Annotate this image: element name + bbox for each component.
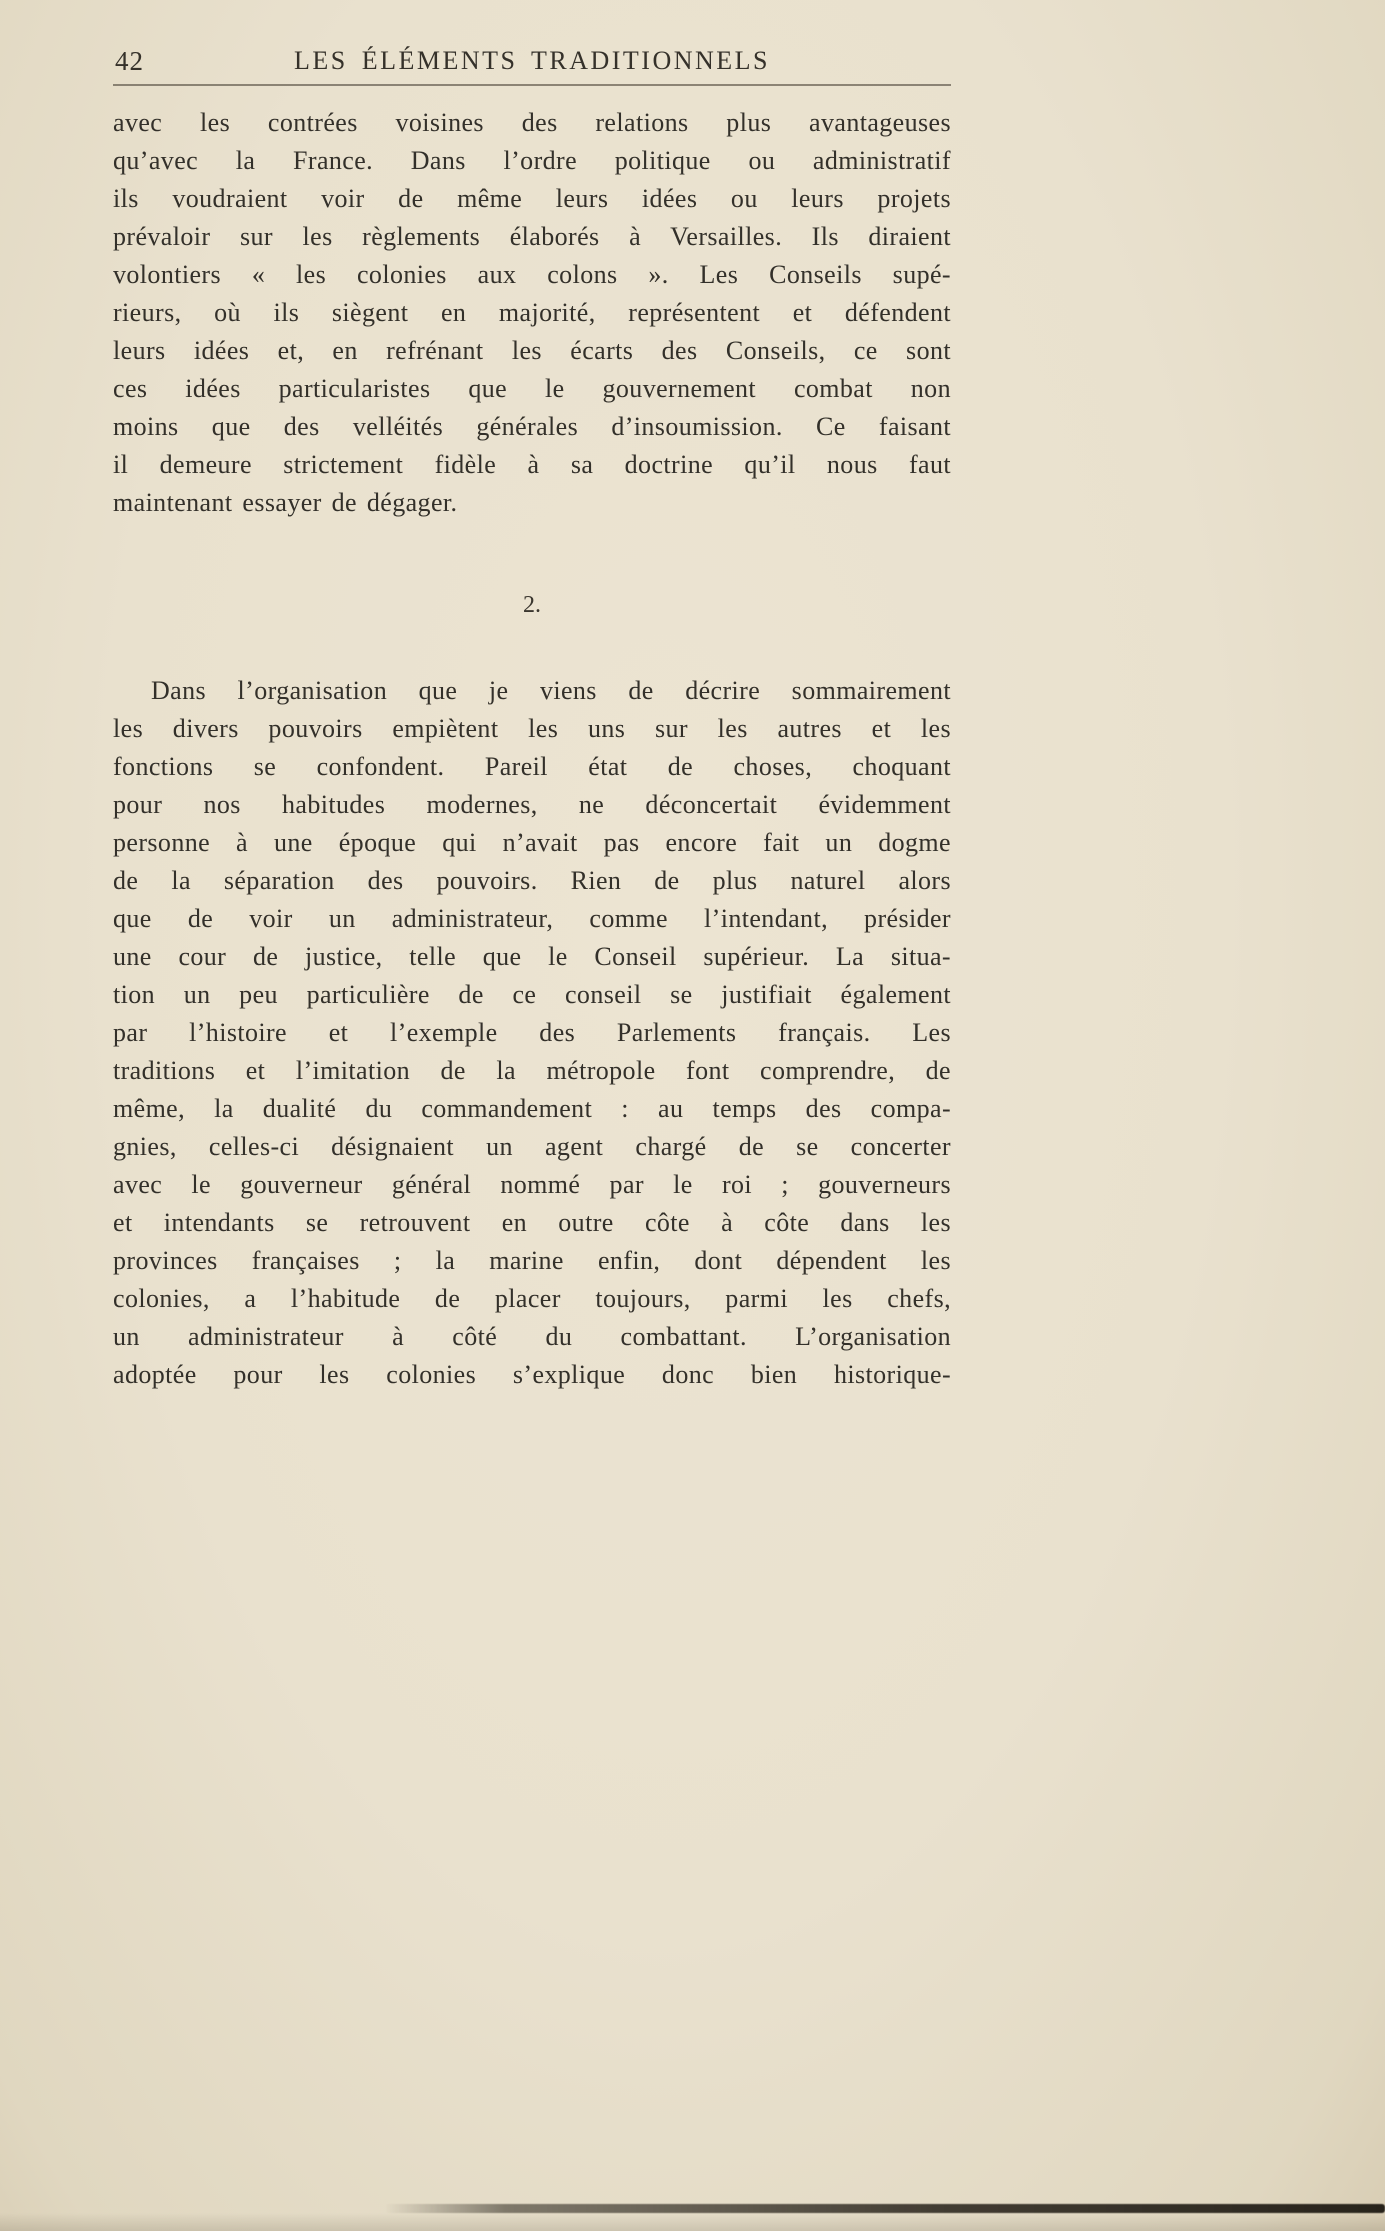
text-line: avec le gouverneur général nommé par le roi ; gouverneurs [113, 1170, 951, 1199]
text-line: leurs idées et, en refrénant les écarts des Conseils, ce sont [113, 336, 951, 365]
text-line: ils voudraient voir de même leurs idées ou leurs projets [113, 184, 951, 213]
text-line: avec les contrées voisines des relations plus avantageuses [113, 108, 951, 137]
page-edge-shadow [385, 2204, 1385, 2213]
running-title: LES ÉLÉMENTS TRADITIONNELS [293, 46, 771, 75]
text-line: prévaloir sur les règlements élaborés à Versailles. Ils diraient [113, 222, 951, 251]
text-line: traditions et l’imitation de la métropole font comprendre, de [113, 1056, 951, 1085]
text-line: il demeure strictement fidèle à sa doctrine qu’il nous faut [113, 450, 951, 479]
text-line: un administrateur à côté du combattant. L’organisation [113, 1322, 951, 1351]
text-line: moins que des velléités générales d’insoumission. Ce faisant [113, 412, 951, 441]
text-line: que de voir un administrateur, comme l’intendant, présider [113, 904, 951, 933]
text-line: adoptée pour les colonies s’explique donc bien historique- [113, 1360, 951, 1389]
text-line: une cour de justice, telle que le Conseil supérieur. La situa- [113, 942, 951, 971]
text-line: ces idées particularistes que le gouvernement combat non [113, 374, 951, 403]
page-bottom-fade [0, 2213, 1385, 2231]
text-line: Dans l’organisation que je viens de décrire sommairement [151, 676, 951, 705]
text-line: et intendants se retrouvent en outre côte à côte dans les [113, 1208, 951, 1237]
text-line: colonies, a l’habitude de placer toujours, parmi les chefs, [113, 1284, 951, 1313]
text-line: volontiers « les colonies aux colons ». Les Conseils supé- [113, 260, 951, 289]
paragraph-2 [113, 672, 951, 1394]
text-line: de la séparation des pouvoirs. Rien de plus naturel alors [113, 866, 951, 895]
text-line: tion un peu particulière de ce conseil se justifiait également [113, 980, 951, 1009]
text-line: maintenant essayer de dégager. [113, 488, 458, 517]
text-line: provinces françaises ; la marine enfin, dont dépendent les [113, 1246, 951, 1275]
paragraph-1 [113, 104, 951, 522]
text-line: gnies, celles-ci désignaient un agent chargé de se concerter [113, 1132, 951, 1161]
section-number: 2. [523, 592, 541, 618]
page-header [113, 44, 951, 86]
page-number: 42 [115, 46, 144, 76]
text-line: fonctions se confondent. Pareil état de choses, choquant [113, 752, 951, 781]
text-line: pour nos habitudes modernes, ne déconcertait évidemment [113, 790, 951, 819]
text-line: personne à une époque qui n’avait pas encore fait un dogme [113, 828, 951, 857]
text-line: même, la dualité du commandement : au temps des compa- [113, 1094, 951, 1123]
text-line: rieurs, où ils siègent en majorité, représentent et défendent [113, 298, 951, 327]
text-line: par l’histoire et l’exemple des Parlements français. Les [113, 1018, 951, 1047]
book-page [113, 44, 951, 1394]
text-line: qu’avec la France. Dans l’ordre politique ou administratif [113, 146, 951, 175]
text-line: les divers pouvoirs empiètent les uns sur les autres et les [113, 714, 951, 743]
